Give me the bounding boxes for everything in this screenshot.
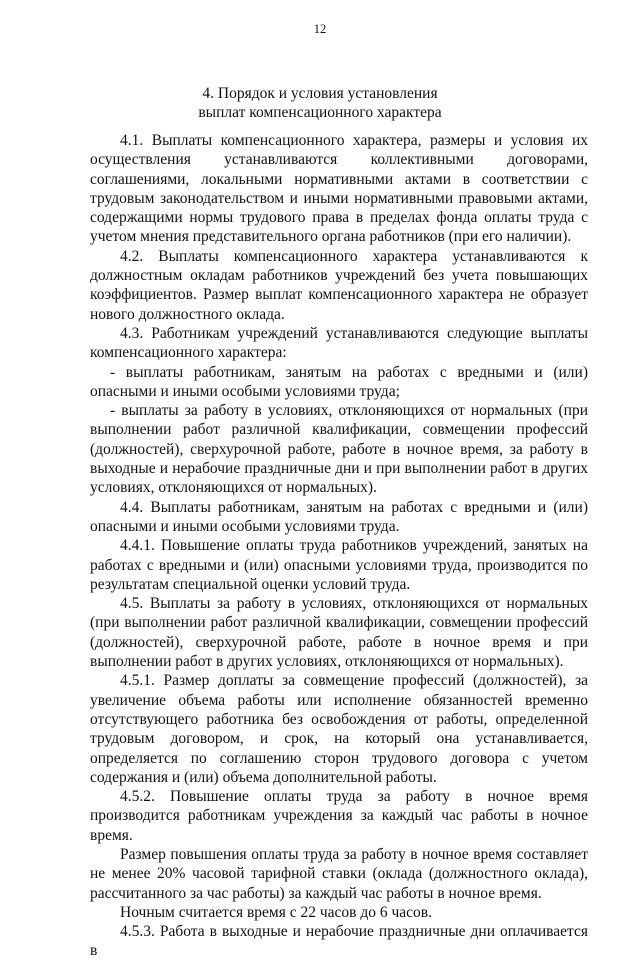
section-heading-line-1: 4. Порядок и условия установления: [202, 85, 438, 102]
paragraph-night-hours: Ночным считается время с 22 часов до 6 часов.: [120, 903, 432, 921]
section-heading-line-2: выплат компенсационного характера: [198, 104, 442, 121]
list-item-harmful-conditions: - выплаты работникам, занятым на работах с вредными и (или) опасными и иными особыми условиями труда;: [90, 363, 588, 400]
paragraph-4-3: 4.3. Работникам учреждений устанавливаются следующие выплаты компенсационного характера:: [90, 324, 588, 362]
page-number: 12: [313, 22, 327, 36]
document-body: [90, 131, 588, 961]
paragraph-4-4: 4.4. Выплаты работникам, занятым на работах с вредными и (или) опасными и иными особыми условиями труда.: [90, 498, 588, 535]
paragraph-4-5-1: 4.5.1. Размер доплаты за совмещение профессий (должностей), за увеличение объема работы или исполнение обязанностей временно отсутствующего работника без освобождения от работы, определенной трудовым договором, и срок, на который она устанавливается, определяется по соглашению сторон трудового договора с учетом содержания и (или) объема дополнительной работы.: [90, 672, 588, 786]
paragraph-night-rate: Размер повышения оплаты труда за работу в ночное время составляет не менее 20% часовой тарифной ставки (оклада (должностного оклада), рассчитанного за час работы) за каждый час работы в ночное время.: [90, 845, 588, 902]
paragraph-4-5: 4.5. Выплаты за работу в условиях, отклоняющихся от нормальных (при выполнении работ различной квалификации, совмещении профессий (должностей), сверхурочной работе, работе в ночное время и при выполнении работ в других условиях, отклоняющихся от нормальных).: [90, 595, 588, 671]
paragraph-4-2: 4.2. Выплаты компенсационного характера устанавливаются к должностным окладам работников учреждений без учета повышающих коэффициентов. Размер выплат компенсационного характера не образует нового должностного оклада.: [90, 247, 588, 323]
paragraph-4-4-1: 4.4.1. Повышение оплаты труда работников учреждений, занятых на работах с вредными и (или) опасными условиями труда, производится по результатам специальной оценки условий труда.: [90, 537, 588, 593]
paragraph-4-5-2: 4.5.2. Повышение оплаты труда за работу в ночное время производится работникам учреждения за каждый час работы в ночное время.: [90, 788, 588, 844]
paragraph-4-1: 4.1. Выплаты компенсационного характера, размеры и условия их осуществления устанавливаются коллективными договорами, соглашениями, локальными нормативными актами в соответствии с трудовым законодательством и иными нормативными правовыми актами, содержащими нормы трудового права в пределах фонда оплаты труда с учетом мнения представительного органа работников (при его наличии).: [90, 132, 588, 246]
section-heading: [60, 84, 580, 122]
paragraph-4-5-3: 4.5.3. Работа в выходные и нерабочие праздничные дни оплачивается в: [90, 923, 588, 960]
list-item-abnormal-conditions: - выплаты за работу в условиях, отклоняющихся от нормальных (при выполнении работ различной квалификации, совмещении профессий (должностей), сверхурочной работе, работе в ночное время, за работу в выходные и нерабочие праздничные дни и при выполнении работ в других условиях, отклоняющихся от нормальных).: [90, 402, 588, 497]
